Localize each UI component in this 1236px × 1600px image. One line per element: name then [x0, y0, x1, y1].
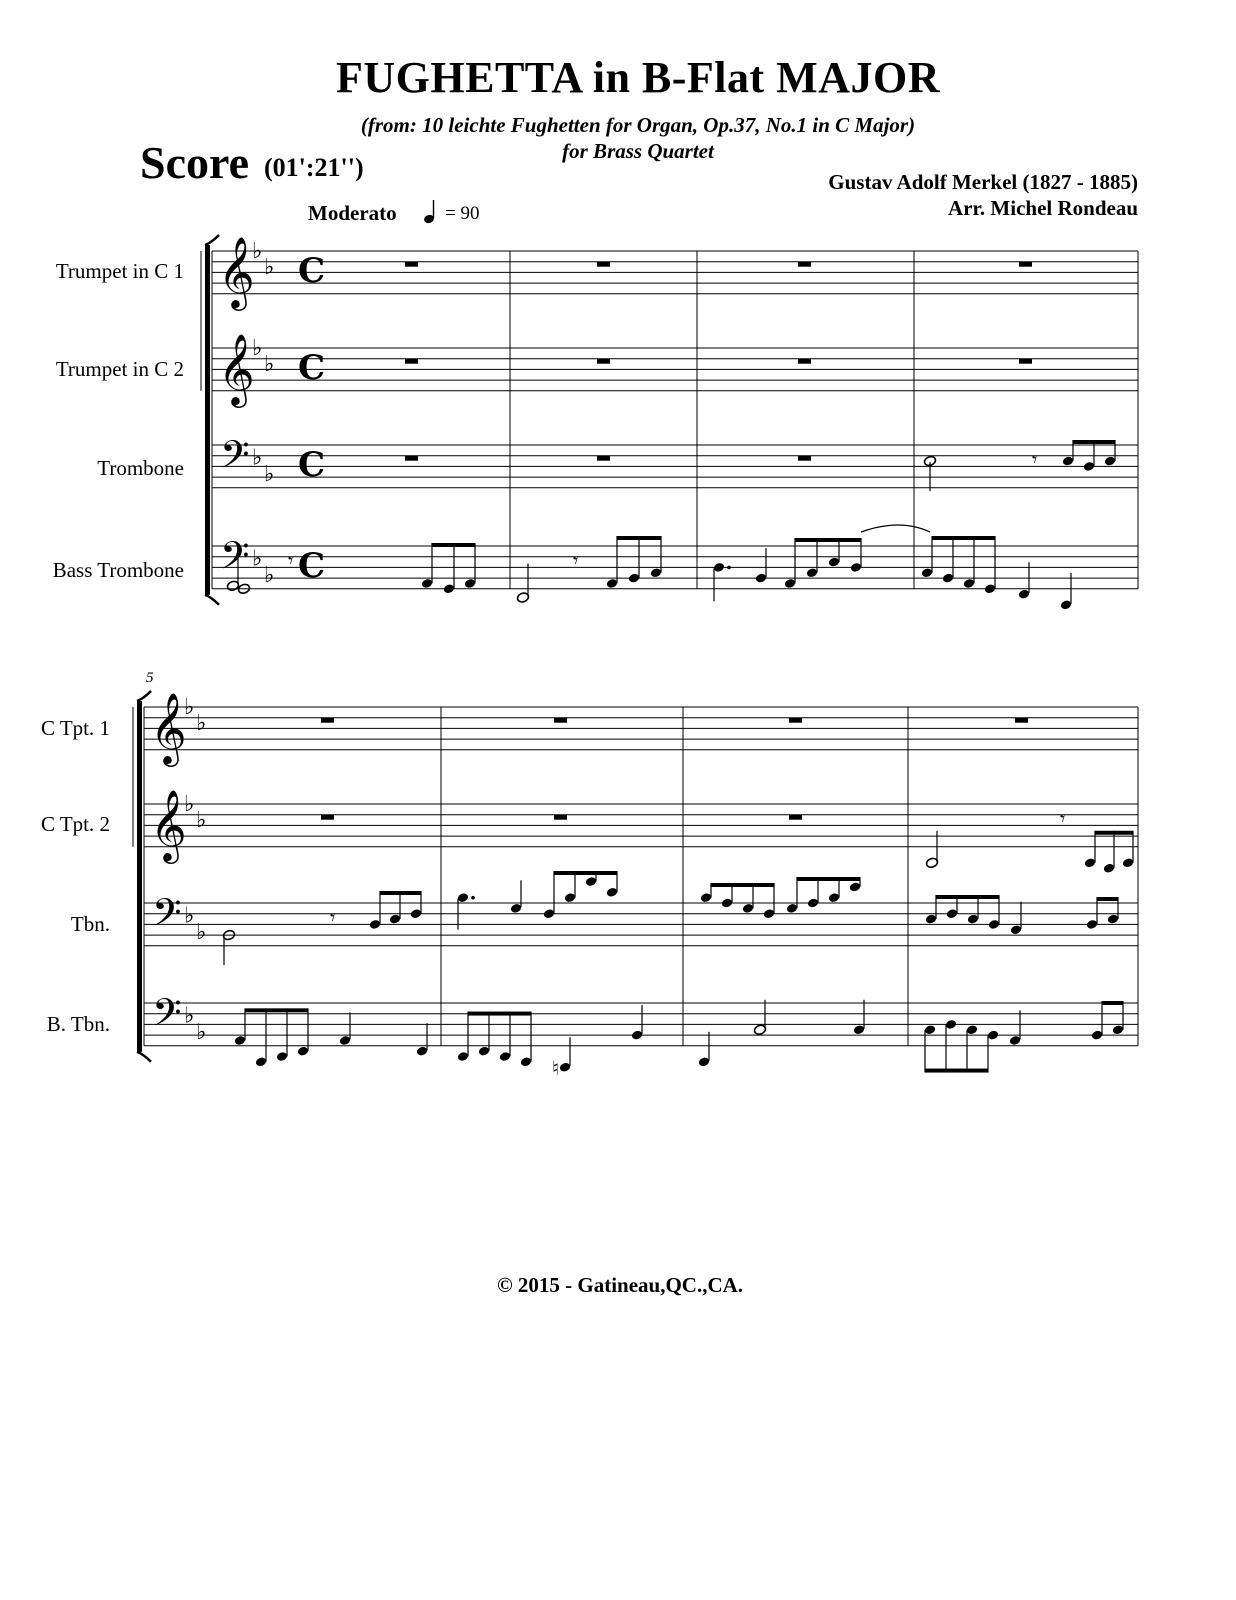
composer-credit: Gustav Adolf Merkel (1827 - 1885)	[828, 170, 1138, 194]
score-title: FUGHETTA in B-Flat MAJOR	[336, 53, 940, 102]
whole-rest	[405, 456, 418, 461]
note-head	[1104, 456, 1117, 467]
treble-clef-icon: 𝄞	[218, 235, 255, 308]
bracket-hook	[137, 691, 151, 701]
eighth-rest-icon: 𝄾	[1032, 447, 1038, 472]
note-head	[606, 887, 619, 898]
flat-icon: ♭	[252, 546, 263, 572]
note-head	[276, 1051, 289, 1062]
note-head	[1060, 599, 1073, 610]
bracket-hook	[205, 595, 219, 605]
whole-rest	[1019, 359, 1032, 364]
note-head	[763, 908, 776, 919]
beam	[1095, 831, 1133, 835]
beam	[925, 1069, 988, 1073]
flat-icon: ♭	[196, 711, 207, 737]
note-head	[921, 567, 934, 578]
note-head	[807, 897, 820, 908]
note-head	[1010, 924, 1023, 935]
note-head	[559, 1062, 572, 1073]
score-label: Score	[140, 137, 250, 188]
note-head	[543, 908, 556, 919]
note-head	[564, 892, 577, 903]
note-head	[1091, 1030, 1104, 1041]
note-head	[410, 908, 423, 919]
bass-clef-icon: 𝄢	[152, 890, 182, 944]
bass-clef-icon: 𝄢	[220, 432, 250, 486]
flat-icon: ♭	[252, 239, 263, 264]
beam	[797, 877, 860, 881]
note-head	[849, 881, 862, 892]
note-head	[966, 1024, 979, 1035]
note-head	[1122, 857, 1135, 868]
note-head	[255, 1056, 268, 1067]
note-head	[828, 892, 841, 903]
note-head	[297, 1046, 310, 1057]
note-head	[1103, 863, 1116, 874]
note-head	[967, 914, 980, 925]
note-head	[1112, 1024, 1125, 1035]
note-head	[755, 573, 768, 584]
beam	[554, 871, 617, 875]
eighth-rest-icon: 𝄾	[573, 548, 579, 573]
flat-icon: ♭	[196, 1019, 207, 1045]
note-head	[234, 1035, 247, 1046]
flat-icon: ♭	[264, 562, 275, 588]
whole-rest	[798, 359, 811, 364]
flat-icon: ♭	[264, 255, 275, 281]
note-head	[1018, 589, 1031, 600]
whole-rest	[798, 262, 811, 267]
treble-clef-icon: 𝄞	[150, 788, 187, 861]
note-head	[742, 903, 755, 914]
whole-rest	[554, 815, 567, 820]
natural-icon: ♮	[552, 1056, 560, 1081]
note-head	[924, 1024, 937, 1035]
note-head	[698, 1056, 711, 1067]
instrument-label-trumpet-1: Trumpet in C 1	[55, 259, 184, 283]
note-head	[606, 578, 619, 589]
instrument-label-trombone: Trombone	[97, 456, 184, 480]
note-head	[806, 567, 819, 578]
whole-rest	[554, 718, 567, 723]
instrument-label-trumpet-2: Trumpet in C 2	[55, 357, 184, 381]
beam	[468, 1012, 531, 1016]
instrument-label-bass-trombone: Bass Trombone	[52, 558, 184, 582]
note-head	[628, 573, 641, 584]
note-head	[1084, 857, 1097, 868]
note-head	[443, 583, 456, 594]
instrument-label-c-tpt-1: C Tpt. 1	[40, 716, 110, 740]
bass-clef-icon: 𝄢	[152, 990, 182, 1044]
common-time-icon: C	[298, 546, 326, 586]
note-head	[339, 1035, 352, 1046]
note-head	[987, 1030, 1000, 1041]
note-head	[984, 583, 997, 594]
note-head	[585, 876, 598, 887]
whole-rest	[1015, 718, 1028, 723]
whole-rest	[405, 359, 418, 364]
note-head	[946, 908, 959, 919]
flat-icon: ♭	[264, 352, 275, 378]
bracket-hook	[205, 235, 219, 245]
system-bracket	[137, 701, 142, 1052]
beam	[711, 883, 774, 887]
note-head	[713, 562, 726, 573]
beam	[1073, 440, 1115, 444]
bass-clef-icon: 𝄢	[220, 533, 250, 587]
beam	[380, 891, 421, 895]
whole-rest	[321, 718, 334, 723]
score-subtitle: (from: 10 leichte Fughetten for Organ, Op.37, No.1 in C Major)	[360, 113, 916, 137]
eighth-rest-icon: 𝄾	[288, 548, 294, 573]
beam	[795, 538, 861, 542]
whole-rest	[1019, 262, 1032, 267]
beam	[245, 1008, 308, 1012]
dot	[727, 566, 731, 570]
tempo-value: = 90	[445, 203, 480, 224]
note-head	[421, 578, 434, 589]
note-head	[988, 919, 1001, 930]
whole-rest	[789, 815, 802, 820]
note-head	[700, 892, 713, 903]
arranger-credit: Arr. Michel Rondeau	[948, 196, 1138, 220]
flat-icon: ♭	[264, 461, 275, 487]
common-time-icon: C	[298, 445, 326, 485]
common-time-icon: C	[298, 348, 326, 388]
eighth-rest-icon: 𝄾	[1060, 806, 1066, 831]
tempo-marking: Moderato	[308, 201, 397, 225]
note-head	[925, 914, 938, 925]
note-head	[1086, 919, 1099, 930]
note-head	[520, 1056, 533, 1067]
score-duration: (01':21'')	[264, 153, 364, 182]
whole-rest	[597, 456, 610, 461]
flat-icon: ♭	[252, 336, 263, 361]
note-head	[721, 897, 734, 908]
note-head	[828, 557, 841, 568]
flat-icon: ♭	[184, 903, 195, 929]
note-head	[389, 914, 402, 925]
note-head	[369, 919, 382, 930]
whole-rest	[789, 718, 802, 723]
copyright-notice: © 2015 - Gatineau,QC.,CA.	[496, 1273, 744, 1297]
note-head	[786, 903, 799, 914]
instrument-label-c-tpt-2: C Tpt. 2	[40, 812, 110, 836]
treble-clef-icon: 𝄞	[218, 332, 255, 405]
measure-number: 5	[146, 670, 154, 686]
note-head	[945, 1019, 958, 1030]
flat-icon: ♭	[184, 1003, 195, 1029]
flat-icon: ♭	[196, 919, 207, 945]
note-head	[650, 567, 663, 578]
note-head	[1083, 461, 1096, 472]
flat-icon: ♭	[252, 445, 263, 471]
whole-rest	[405, 262, 418, 267]
note-head	[853, 1024, 866, 1035]
whole-rest	[597, 359, 610, 364]
tempo-quarter-note	[423, 200, 435, 224]
note-head	[850, 562, 863, 573]
instrument-label-b-tbn: B. Tbn.	[46, 1012, 110, 1036]
note-head	[499, 1051, 512, 1062]
eighth-rest-icon: 𝄾	[330, 905, 336, 930]
whole-rest	[321, 815, 334, 820]
bracket-hook	[137, 1052, 151, 1062]
beam	[617, 536, 661, 540]
beam	[1097, 897, 1118, 901]
note-head	[1062, 456, 1075, 467]
note-head	[631, 1030, 644, 1041]
system-bracket	[205, 245, 210, 595]
beam	[936, 895, 999, 899]
note-head	[478, 1046, 491, 1057]
flat-icon: ♭	[184, 695, 195, 720]
score-instrumentation: for Brass Quartet	[562, 139, 714, 163]
note-head	[510, 903, 523, 914]
note-head	[963, 578, 976, 589]
whole-rest	[798, 456, 811, 461]
note-head	[784, 578, 797, 589]
note-head	[1107, 914, 1120, 925]
note-head	[464, 578, 477, 589]
beam	[432, 543, 475, 547]
dot	[471, 896, 475, 900]
note-head	[1009, 1035, 1022, 1046]
note-head	[457, 1051, 470, 1062]
whole-rest	[597, 262, 610, 267]
treble-clef-icon: 𝄞	[150, 691, 187, 764]
instrument-label-tbn: Tbn.	[70, 912, 110, 936]
flat-icon: ♭	[196, 808, 207, 834]
flat-icon: ♭	[184, 792, 195, 817]
note-head	[457, 892, 470, 903]
note-head	[416, 1046, 429, 1057]
beam	[932, 536, 995, 540]
note-head	[942, 573, 955, 584]
tie	[861, 525, 930, 532]
beam	[1102, 1001, 1123, 1005]
common-time-icon: C	[298, 251, 326, 291]
